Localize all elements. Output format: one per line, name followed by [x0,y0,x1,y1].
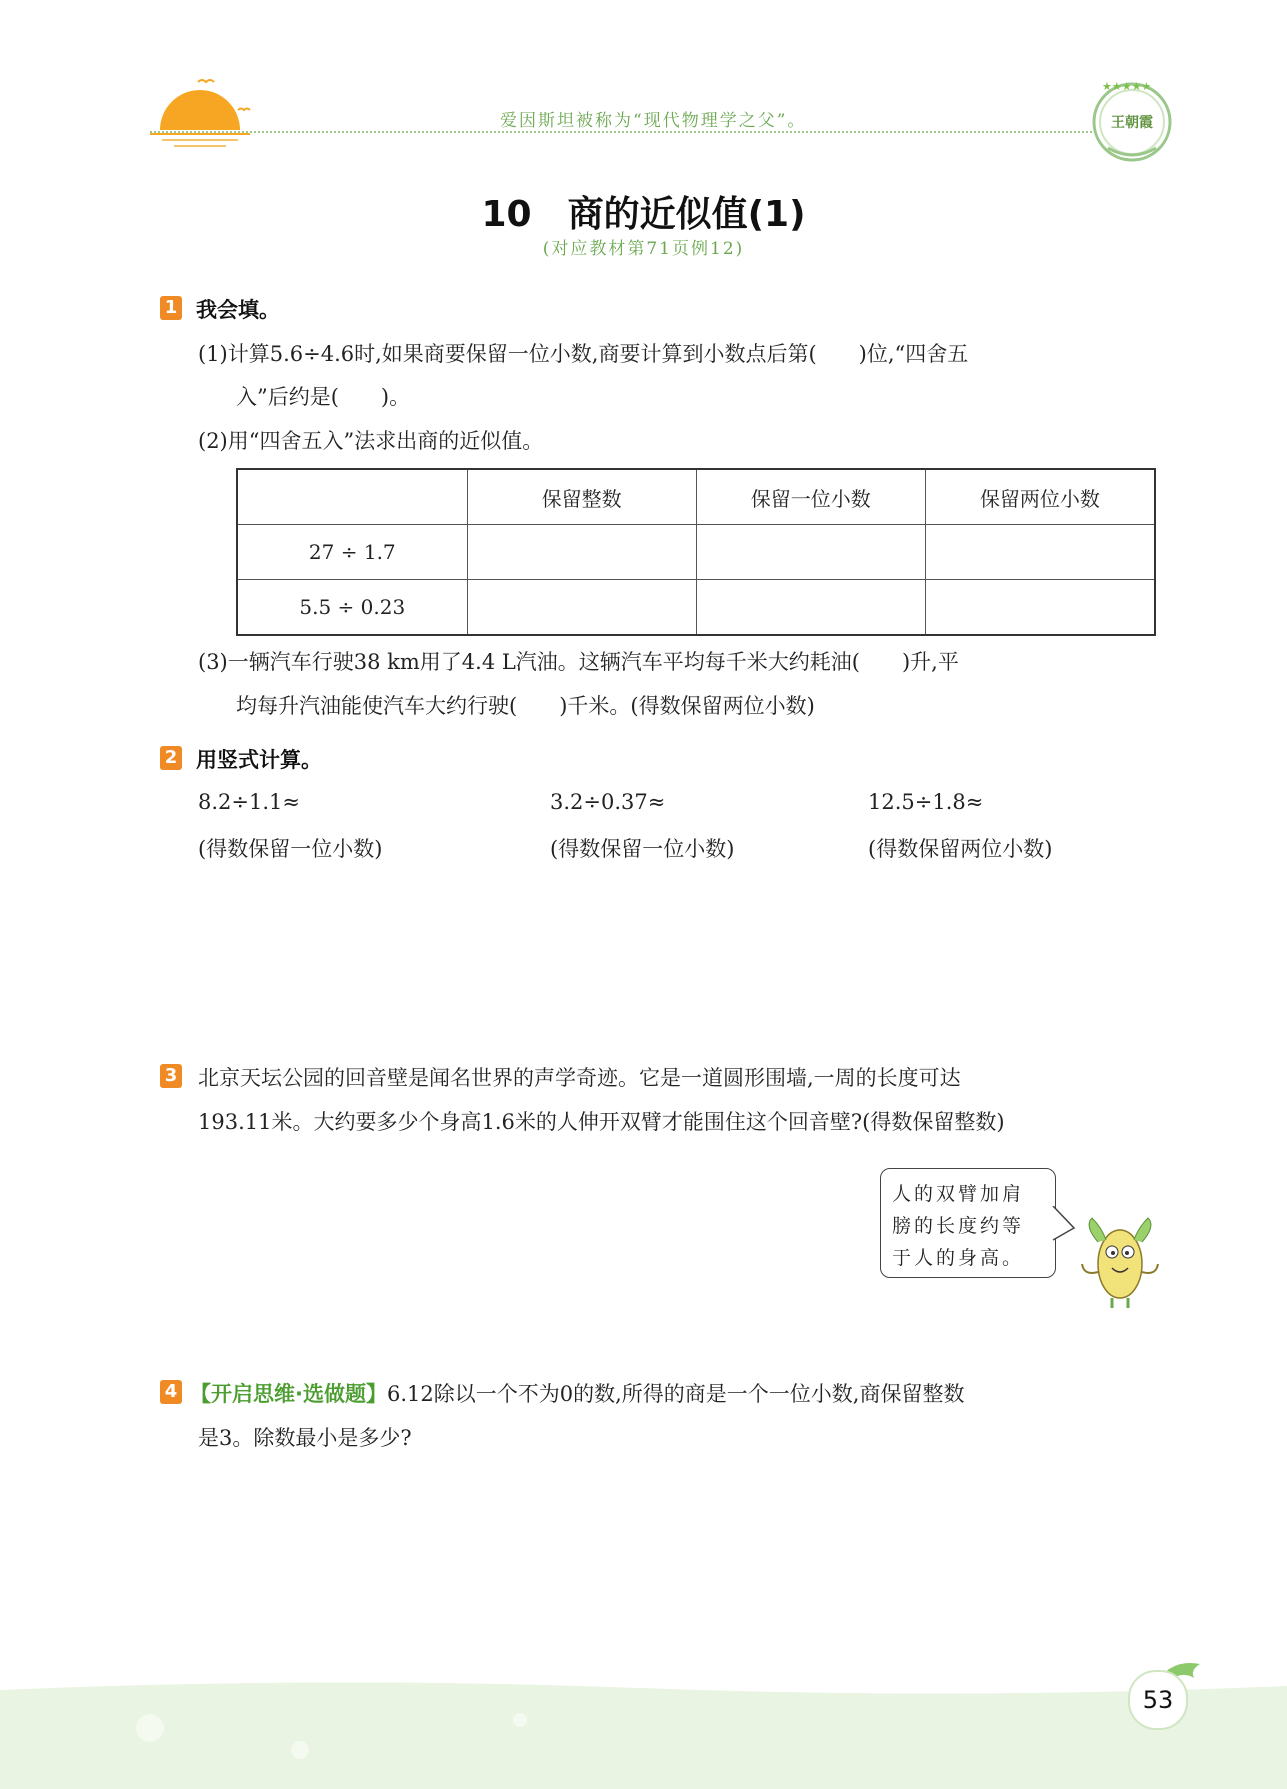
table-header-cell: 保留一位小数 [696,469,925,525]
table-header-cell: 保留两位小数 [925,469,1155,525]
q1-3-line-1: (3)一辆汽车行驶38 km用了4.4 L汽油。这辆汽车平均每千米大约耗油( )升,平 [198,650,959,674]
corn-mascot-icon [1076,1212,1166,1312]
q4-text-1: 6.12除以一个不为0的数,所得的商是一个一位小数,商保留整数 [386,1382,965,1406]
answer-cell[interactable] [467,580,696,636]
section-1-heading: 我会填。 [196,298,280,322]
answer-cell[interactable] [696,525,925,580]
calc-expression-3: 12.5÷1.8≈ [868,790,984,814]
table-row [237,525,1155,580]
q4-line-2: 是3。除数最小是多少? [198,1426,412,1450]
table-header-cell [237,469,467,525]
table-header-row [237,469,1155,525]
header-divider [150,131,1100,133]
page-number: 53 [1128,1670,1188,1730]
section-4-badge: 4 [160,1380,182,1404]
answer-cell[interactable] [467,525,696,580]
answer-cell[interactable] [925,525,1155,580]
row-label: 5.5 ÷ 0.23 [237,580,467,636]
q1-1-line-1: (1)计算5.6÷4.6时,如果商要保留一位小数,商要计算到小数点后第( )位,“四舍五 [198,342,969,366]
calc-expression-2: 3.2÷0.37≈ [550,790,666,814]
page-subtitle: (对应教材第71页例12) [542,239,745,259]
calc-note-2: (得数保留一位小数) [550,837,735,861]
header-quote: 爱因斯坦被称为“现代物理学之父”。 [500,111,807,131]
table-header-cell: 保留整数 [467,469,696,525]
optional-question-tag: 【开启思维·选做题】 [190,1382,387,1406]
approximation-table [236,468,1156,636]
calc-expression-1: 8.2÷1.1≈ [198,790,300,814]
sun-icon [150,60,260,150]
hint-text [892,1178,1052,1274]
brand-logo-text: 王朝霞 [1111,115,1153,131]
footer-background [0,1680,1287,1789]
answer-cell[interactable] [696,580,925,636]
hint-line: 人的双臂加肩 [892,1183,1025,1205]
table-row [237,580,1155,636]
section-2-badge: 2 [160,746,182,770]
section-3-badge: 3 [160,1064,182,1088]
q1-1-line-2: 入”后约是( )。 [236,385,411,409]
q1-3-line-2: 均每升汽油能使汽车大约行驶( )千米。(得数保留两位小数) [236,694,815,718]
q4-line-1 [190,1378,964,1408]
section-1-badge: 1 [160,296,182,320]
q3-line-1: 北京天坛公园的回音壁是闻名世界的声学奇迹。它是一道圆形围墙,一周的长度可达 [198,1066,961,1090]
calc-note-3: (得数保留两位小数) [868,837,1053,861]
hint-line: 膀的长度约等 [892,1215,1025,1237]
speech-bubble-tail [1052,1206,1076,1246]
q1-2-line: (2)用“四舍五入”法求出商的近似值。 [198,429,544,453]
answer-cell[interactable] [925,580,1155,636]
section-2-heading: 用竖式计算。 [196,748,322,772]
q3-line-2: 193.11米。大约要多少个身高1.6米的人伸开双臂才能围住这个回音壁?(得数保留整数) [198,1110,1005,1134]
page-title: 10 商的近似值(1) [481,194,806,235]
hint-line: 于人的身高。 [892,1247,1025,1269]
svg-text:★★★★★: ★★★★★ [1102,80,1152,93]
calc-note-1: (得数保留一位小数) [198,837,383,861]
row-label: 27 ÷ 1.7 [237,525,467,580]
